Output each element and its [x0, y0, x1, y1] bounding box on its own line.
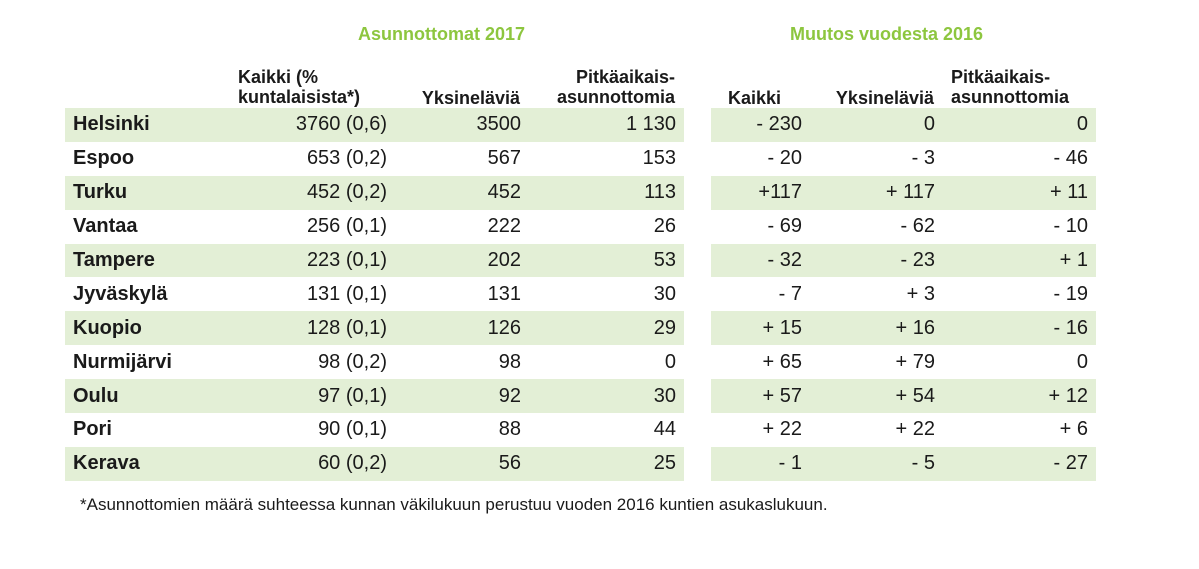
cell-d-kaikki: - 32: [767, 249, 802, 271]
header-yksinelavia: Yksineläviä: [421, 88, 520, 108]
cell-d-pitka: 0: [1076, 113, 1088, 136]
cell-d-kaikki: + 22: [762, 418, 802, 441]
cell-d-pitka: + 11: [1050, 181, 1088, 204]
cell-pitka: 25: [653, 452, 676, 475]
cell-yksin: 98: [498, 350, 521, 373]
asunnottomat-row: [65, 345, 684, 379]
cell-city: Pori: [73, 418, 112, 441]
muutos-row: [711, 447, 1096, 481]
cell-yksin: 92: [498, 384, 521, 407]
cell-kaikki: 97 (0,1): [318, 384, 387, 407]
cell-pitka: 29: [653, 316, 676, 339]
cell-d-kaikki: - 69: [767, 215, 802, 238]
cell-city: Helsinki: [73, 113, 150, 136]
cell-yksin: 126: [487, 316, 521, 339]
header-muutos-pitkaaikais: Pitkäaikais- asunnottomia: [951, 67, 1070, 107]
cell-city: Turku: [73, 181, 128, 204]
cell-d-yksin: - 5: [911, 452, 935, 475]
cell-city: Oulu: [73, 384, 119, 407]
cell-pitka: 30: [653, 384, 676, 407]
cell-d-yksin: 0: [923, 113, 935, 136]
asunnottomat-row: [65, 244, 684, 278]
table-asunnottomat: [65, 108, 684, 481]
muutos-row: [711, 277, 1096, 311]
header-muutos-yksinelavia: Yksineläviä: [835, 88, 934, 108]
cell-d-pitka: 0: [1076, 350, 1088, 373]
cell-pitka: 0: [664, 350, 676, 373]
header-kaikki: Kaikki (% kuntalaisista*): [238, 67, 361, 107]
cell-city: Nurmijärvi: [73, 350, 172, 373]
cell-d-kaikki: + 57: [762, 384, 802, 407]
cell-d-pitka: - 46: [1053, 147, 1088, 170]
cell-d-yksin: + 54: [895, 384, 935, 407]
cell-yksin: 88: [498, 418, 521, 441]
muutos-row: [711, 210, 1096, 244]
cell-yksin: 202: [487, 249, 521, 271]
header-muutos-kaikki: Kaikki: [727, 88, 781, 108]
asunnottomat-row: [65, 210, 684, 244]
cell-yksin: 222: [487, 215, 521, 238]
cell-d-yksin: + 22: [895, 418, 935, 441]
cell-d-pitka: - 27: [1053, 452, 1088, 475]
cell-d-pitka: + 6: [1059, 418, 1088, 441]
muutos-row: [711, 345, 1096, 379]
cell-city: Tampere: [73, 249, 155, 271]
cell-d-pitka: + 12: [1048, 384, 1088, 407]
cell-yksin: 567: [487, 147, 521, 170]
muutos-row: [711, 176, 1096, 210]
cell-d-pitka: - 19: [1053, 282, 1088, 305]
cell-city: Espoo: [73, 147, 135, 170]
muutos-row: [711, 311, 1096, 345]
cell-pitka: 26: [653, 215, 676, 238]
asunnottomat-row: [65, 142, 684, 176]
cell-kaikki: 452 (0,2): [306, 181, 387, 204]
cell-d-yksin: - 62: [900, 215, 935, 238]
cell-city: Jyväskylä: [73, 282, 168, 305]
cell-kaikki: 131 (0,1): [306, 282, 387, 305]
asunnottomat-row: [65, 277, 684, 311]
cell-d-yksin: + 16: [895, 316, 935, 339]
asunnottomat-row: [65, 176, 684, 210]
asunnottomat-row: [65, 379, 684, 413]
cell-pitka: 30: [653, 282, 676, 305]
cell-yksin: 56: [498, 452, 521, 475]
asunnottomat-row: [65, 447, 684, 481]
muutos-row: [711, 142, 1096, 176]
cell-kaikki: 90 (0,1): [318, 418, 387, 441]
cell-pitka: 44: [653, 418, 676, 441]
cell-d-yksin: + 117: [885, 181, 935, 204]
cell-yksin: 452: [487, 181, 521, 204]
group-title-asunnottomat: Asunnottomat 2017: [358, 24, 526, 44]
cell-city: Kuopio: [73, 316, 142, 339]
cell-kaikki: 60 (0,2): [318, 452, 387, 475]
group-title-muutos: Muutos vuodesta 2016: [790, 24, 984, 44]
cell-d-pitka: - 10: [1053, 215, 1088, 238]
cell-pitka: 1 130: [625, 113, 676, 136]
cell-kaikki: 223 (0,1): [306, 249, 387, 271]
cell-d-kaikki: - 1: [778, 452, 802, 475]
asunnottomat-row: [65, 108, 684, 142]
cell-d-kaikki: +117: [758, 181, 802, 204]
cell-d-kaikki: - 7: [778, 282, 802, 305]
cell-d-yksin: + 79: [895, 350, 935, 373]
cell-yksin: 3500: [476, 113, 521, 136]
cell-yksin: 131: [487, 282, 521, 305]
cell-city: Vantaa: [73, 215, 138, 238]
muutos-row: [711, 108, 1096, 142]
cell-kaikki: 653 (0,2): [306, 147, 387, 170]
cell-d-yksin: + 3: [906, 282, 935, 305]
footnote: *Asunnottomien määrä suhteessa kunnan väkilukuun perustuu vuoden 2016 kuntien asukaslukuun.: [80, 495, 828, 514]
cell-d-yksin: - 23: [900, 249, 935, 271]
cell-kaikki: 98 (0,2): [318, 350, 387, 373]
cell-pitka: 113: [644, 181, 676, 204]
cell-d-pitka: + 1: [1059, 249, 1088, 271]
asunnottomat-row: [65, 311, 684, 345]
cell-d-kaikki: + 65: [762, 350, 802, 373]
asunnottomat-row: [65, 413, 684, 447]
cell-d-kaikki: - 230: [756, 113, 802, 136]
cell-d-yksin: - 3: [911, 147, 935, 170]
cell-pitka: 153: [642, 147, 676, 170]
table-muutos: [711, 108, 1096, 481]
cell-kaikki: 128 (0,1): [306, 316, 387, 339]
cell-d-kaikki: - 20: [767, 147, 802, 170]
cell-kaikki: 256 (0,1): [306, 215, 387, 238]
cell-kaikki: 3760 (0,6): [295, 113, 387, 136]
muutos-row: [711, 244, 1096, 278]
cell-d-kaikki: + 15: [762, 316, 802, 339]
cell-city: Kerava: [73, 452, 140, 475]
cell-d-pitka: - 16: [1053, 316, 1088, 339]
cell-pitka: 53: [653, 249, 676, 271]
muutos-row: [711, 413, 1096, 447]
header-pitkaaikais: Pitkäaikais- asunnottomia: [556, 67, 675, 107]
muutos-row: [711, 379, 1096, 413]
